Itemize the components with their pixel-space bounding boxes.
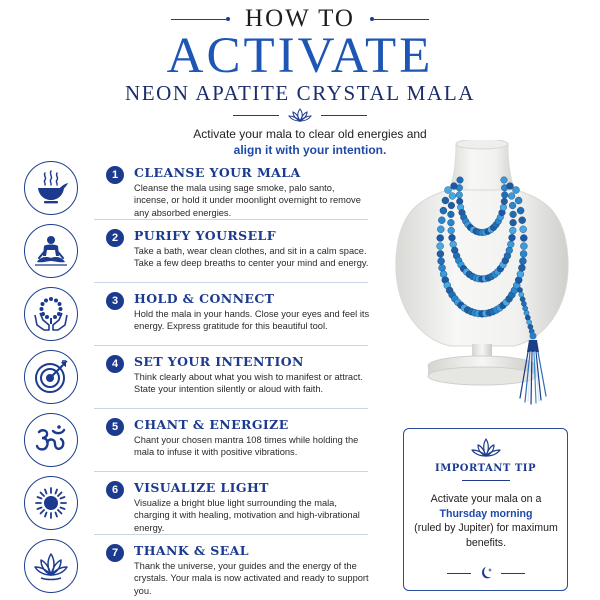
mala-bead bbox=[437, 235, 444, 242]
step-7-badge bbox=[24, 539, 78, 593]
step-7-title: THANK & SEAL bbox=[134, 543, 249, 558]
step-2-number: 2 bbox=[106, 229, 124, 247]
step-5-number: 5 bbox=[106, 418, 124, 436]
mala-bead bbox=[519, 217, 526, 224]
mala-bead bbox=[506, 247, 513, 254]
mala-bead bbox=[445, 187, 452, 194]
step-7 bbox=[24, 536, 370, 599]
mala-bead bbox=[507, 183, 514, 190]
important-tip-card bbox=[403, 428, 568, 591]
activate-heading: ACTIVATE bbox=[166, 28, 434, 84]
mala-bead bbox=[451, 183, 458, 190]
mala-bead bbox=[524, 310, 529, 315]
step-7-description: Thank the universe, your guides and the energy of the crystals. Your mala is now activated and ready to support you. bbox=[134, 561, 369, 596]
tip-highlight: Thursday morning bbox=[439, 507, 533, 520]
mala-bead bbox=[448, 227, 455, 234]
steps-list bbox=[24, 158, 370, 599]
mala-bead bbox=[456, 192, 463, 199]
mala-bead bbox=[519, 258, 526, 265]
bust-illustration bbox=[382, 140, 582, 410]
step-6-number: 6 bbox=[106, 481, 124, 499]
mala-bead bbox=[520, 235, 527, 242]
step-4-badge bbox=[24, 350, 78, 404]
lotus-icon bbox=[32, 547, 70, 585]
step-divider bbox=[94, 408, 368, 409]
intro-line-1: Activate your mala to clear old energies and bbox=[193, 127, 427, 141]
mala-bead bbox=[437, 243, 444, 250]
mala-bead bbox=[448, 211, 455, 218]
smudge-bowl-icon bbox=[32, 169, 70, 207]
step-5-title: CHANT & ENERGIZE bbox=[134, 417, 289, 432]
tip-title: IMPORTANT TIP bbox=[435, 463, 536, 474]
right-ornament-rule bbox=[367, 17, 429, 21]
mala-bead bbox=[457, 177, 464, 184]
step-3-number: 3 bbox=[106, 292, 124, 310]
mala-bead bbox=[440, 207, 447, 214]
mala-bead bbox=[509, 234, 516, 241]
mala-bead bbox=[439, 264, 446, 271]
mala-bead bbox=[517, 287, 522, 292]
step-6-description: Visualize a bright blue light surrounding the mala, charging it with healing, motivation and high-vibrational energy. bbox=[134, 498, 360, 533]
step-2-description: Take a bath, wear clean clothes, and sit in a calm space. Take a few deep breaths to center your mind and energy. bbox=[134, 246, 369, 269]
mala-bead bbox=[519, 292, 524, 297]
mala-bead bbox=[523, 306, 528, 311]
mala-bead bbox=[508, 193, 515, 200]
step-2 bbox=[24, 221, 370, 284]
tip-line-1: Activate your mala on a bbox=[430, 493, 542, 505]
mala-bead bbox=[450, 241, 457, 248]
mala-bead bbox=[515, 197, 522, 204]
tip-line-2: (ruled by Jupiter) for maximum benefits. bbox=[414, 522, 558, 549]
tip-divider bbox=[462, 480, 510, 481]
mala-bead bbox=[520, 250, 527, 257]
step-7-number: 7 bbox=[106, 544, 124, 562]
step-5-description: Chant your chosen mantra 108 times while holding the mala to infuse it with positive vibrations. bbox=[134, 435, 359, 458]
step-1-description: Cleanse the mala using sage smoke, palo santo, incense, or hold it under moonlight overnight to remove any absorbed energies. bbox=[134, 183, 361, 218]
step-5 bbox=[24, 410, 370, 473]
mala-bead bbox=[520, 243, 527, 250]
mala-bead bbox=[501, 192, 508, 199]
mala-bead bbox=[517, 207, 524, 214]
mala-bead bbox=[513, 187, 520, 194]
mala-bead bbox=[525, 315, 530, 320]
mala-bead bbox=[449, 234, 456, 241]
step-3-description: Hold the mala in your hands. Close your eyes and feel its energy. Express gratitude for this beautiful tool. bbox=[134, 309, 370, 332]
mala-bead bbox=[500, 204, 507, 211]
mala-bead bbox=[520, 297, 525, 302]
step-6-title: VISUALIZE LIGHT bbox=[134, 480, 269, 495]
step-2-title: PURIFY YOURSELF bbox=[134, 228, 277, 243]
mala-bead bbox=[518, 264, 525, 271]
meditation-icon bbox=[32, 232, 70, 270]
mala-bead bbox=[501, 198, 508, 205]
tip-text bbox=[414, 492, 558, 550]
mala-bead bbox=[509, 227, 516, 234]
intro-line-2: align it with your intention. bbox=[233, 143, 387, 157]
sun-icon bbox=[32, 484, 70, 522]
step-divider bbox=[94, 534, 368, 535]
step-3-badge bbox=[24, 287, 78, 341]
step-divider bbox=[94, 471, 368, 472]
mala-bead bbox=[509, 202, 516, 209]
mala-bead bbox=[510, 219, 517, 226]
mala-bead bbox=[448, 219, 455, 226]
om-icon bbox=[32, 421, 70, 459]
mala-bead bbox=[456, 198, 463, 205]
mala-bead bbox=[507, 241, 514, 248]
mala-bead bbox=[517, 271, 524, 278]
lotus-divider bbox=[0, 106, 600, 124]
mala-display-bust bbox=[382, 140, 582, 410]
step-2-badge bbox=[24, 224, 78, 278]
step-1-title: CLEANSE YOUR MALA bbox=[134, 165, 301, 180]
step-5-badge bbox=[24, 413, 78, 467]
step-1 bbox=[24, 158, 370, 221]
target-icon bbox=[32, 358, 70, 396]
step-4 bbox=[24, 347, 370, 410]
step-3 bbox=[24, 284, 370, 347]
step-divider bbox=[94, 219, 368, 220]
mala-bead bbox=[448, 202, 455, 209]
mala-bead bbox=[501, 177, 508, 184]
step-6-badge bbox=[24, 476, 78, 530]
mala-bead bbox=[510, 211, 517, 218]
mala-bead bbox=[438, 217, 445, 224]
mala-bead bbox=[437, 250, 444, 257]
mala-bead bbox=[442, 197, 449, 204]
step-4-title: SET YOUR INTENTION bbox=[134, 354, 304, 369]
product-subtitle: NEON APATITE CRYSTAL MALA bbox=[124, 81, 476, 105]
step-divider bbox=[94, 345, 368, 346]
mala-bead bbox=[449, 193, 456, 200]
mala-bead bbox=[520, 226, 527, 233]
mala-bead bbox=[521, 301, 526, 306]
step-6 bbox=[24, 473, 370, 536]
step-3-title: HOLD & CONNECT bbox=[134, 291, 275, 306]
step-1-badge bbox=[24, 161, 78, 215]
mala-bead bbox=[527, 320, 532, 325]
howto-heading: HOW TO bbox=[245, 5, 355, 32]
left-ornament-rule bbox=[171, 17, 233, 21]
moon-divider bbox=[434, 565, 538, 581]
lotus-icon bbox=[287, 107, 313, 123]
step-4-description: Think clearly about what you wish to manifest or attract. State your intention silently or aloud with faith. bbox=[134, 372, 363, 395]
lotus-icon bbox=[471, 437, 501, 459]
moon-star-icon bbox=[477, 565, 495, 581]
step-divider bbox=[94, 282, 368, 283]
mala-bead bbox=[438, 258, 445, 265]
step-4-number: 4 bbox=[106, 355, 124, 373]
mala-bead bbox=[528, 324, 533, 329]
step-1-number: 1 bbox=[106, 166, 124, 184]
hands-mala-icon bbox=[32, 295, 70, 333]
mala-bead bbox=[437, 226, 444, 233]
